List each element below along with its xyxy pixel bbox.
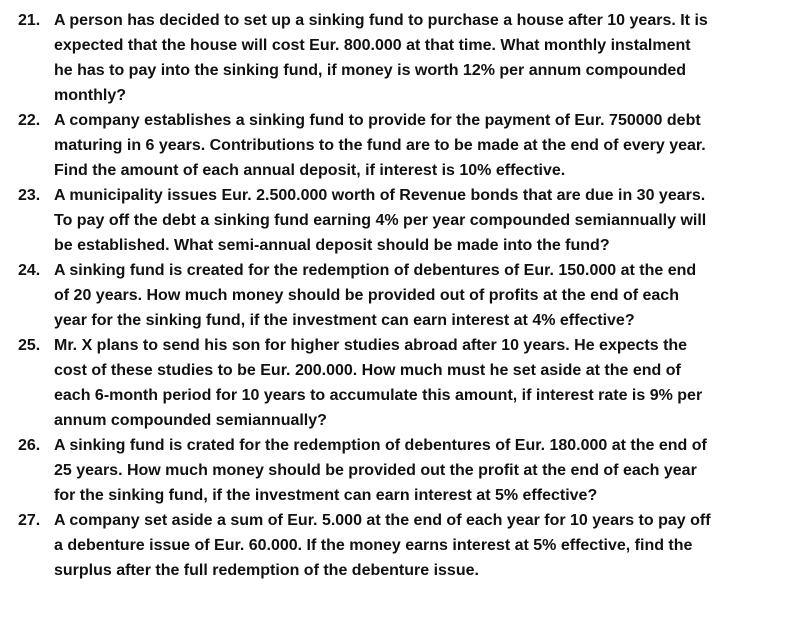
problem-line: cost of these studies to be Eur. 200.000. How much must he set aside at the end of (54, 362, 681, 379)
problem-line: annum compounded semiannually? (54, 412, 327, 429)
problem-line: Mr. X plans to send his son for higher studies abroad after 10 years. He expects the (54, 337, 688, 354)
problem-text (54, 333, 798, 433)
problem-line: A municipality issues Eur. 2.500.000 worth of Revenue bonds that are due in 30 years. (54, 187, 706, 204)
problem-number: 23. (18, 187, 41, 204)
problem-number: 26. (18, 437, 41, 454)
problem-number: 24. (18, 262, 41, 279)
problem-text (54, 108, 798, 183)
problem-item (18, 108, 798, 183)
problem-number: 21. (18, 12, 41, 29)
problem-line: monthly? (54, 87, 126, 104)
problem-number: 22. (18, 112, 41, 129)
problem-line: A company set aside a sum of Eur. 5.000 at the end of each year for 10 years to pay off (54, 512, 711, 529)
problem-line: surplus after the full redemption of the debenture issue. (54, 562, 479, 579)
problem-line: year for the sinking fund, if the investment can earn interest at 4% effective? (54, 312, 635, 329)
problem-line: A company establishes a sinking fund to provide for the payment of Eur. 750000 debt (54, 112, 701, 129)
problem-item (18, 508, 798, 583)
problem-line: of 20 years. How much money should be provided out of profits at the end of each (54, 287, 679, 304)
problem-line: for the sinking fund, if the investment can earn interest at 5% effective? (54, 487, 598, 504)
problem-line: To pay off the debt a sinking fund earning 4% per year compounded semiannually will (54, 212, 707, 229)
problem-list (18, 8, 798, 583)
problem-line: each 6-month period for 10 years to accumulate this amount, if interest rate is 9% per (54, 387, 703, 404)
problem-item (18, 8, 798, 108)
problem-line: A person has decided to set up a sinking fund to purchase a house after 10 years. It is (54, 12, 708, 29)
problem-line: a debenture issue of Eur. 60.000. If the money earns interest at 5% effective, find the (54, 537, 693, 554)
problem-line: maturing in 6 years. Contributions to the fund are to be made at the end of every year. (54, 137, 706, 154)
problem-number: 25. (18, 337, 41, 354)
problem-number: 27. (18, 512, 41, 529)
problem-line: he has to pay into the sinking fund, if money is worth 12% per annum compounded (54, 62, 687, 79)
problem-line: 25 years. How much money should be provided out the profit at the end of each year (54, 462, 697, 479)
problem-text (54, 433, 798, 508)
problem-item (18, 433, 798, 508)
problem-line: expected that the house will cost Eur. 800.000 at that time. What monthly instalment (54, 37, 691, 54)
problem-line: Find the amount of each annual deposit, if interest is 10% effective. (54, 162, 566, 179)
problem-line: A sinking fund is crated for the redemption of debentures of Eur. 180.000 at the end of (54, 437, 707, 454)
problem-line: A sinking fund is created for the redemption of debentures of Eur. 150.000 at the end (54, 262, 697, 279)
problem-text (54, 8, 798, 108)
problem-line: be established. What semi-annual deposit should be made into the fund? (54, 237, 610, 254)
problem-item (18, 258, 798, 333)
problem-text (54, 183, 798, 258)
problem-item (18, 333, 798, 433)
problem-text (54, 258, 798, 333)
problem-text (54, 508, 798, 583)
problem-item (18, 183, 798, 258)
